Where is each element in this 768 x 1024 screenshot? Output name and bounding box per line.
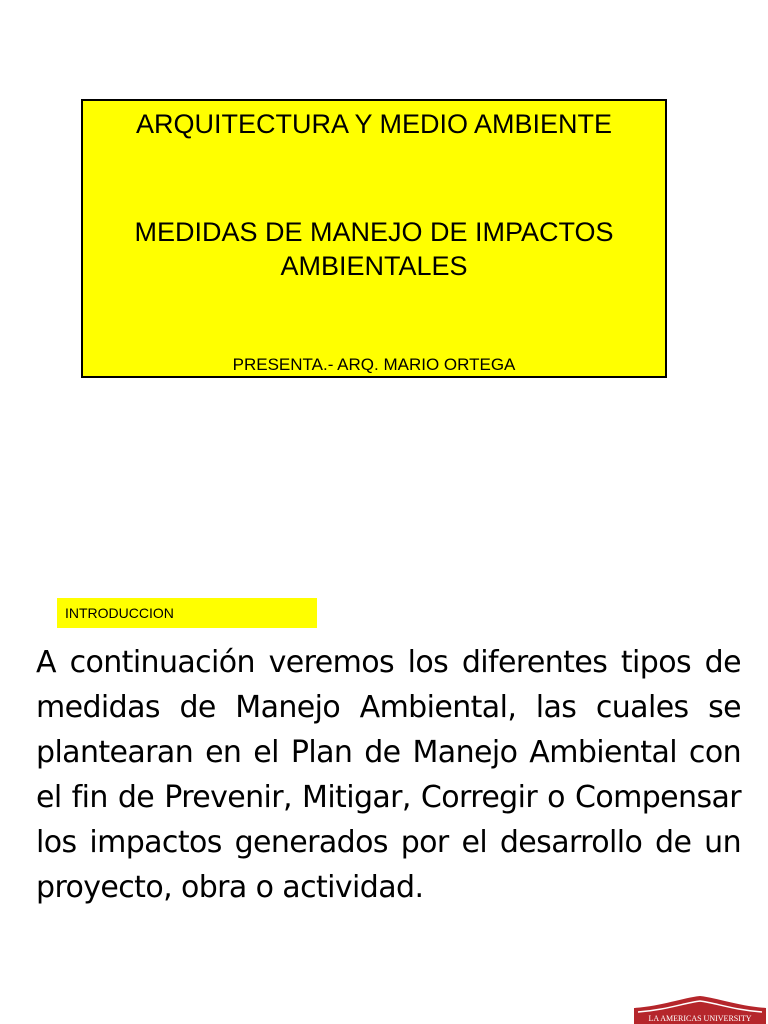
title-box bbox=[81, 99, 667, 378]
topic-title-line-2: AMBIENTALES bbox=[280, 251, 468, 281]
presenter-line: PRESENTA.- ARQ. MARIO ORTEGA bbox=[232, 355, 516, 374]
topic-title bbox=[83, 215, 665, 283]
course-title: ARQUITECTURA Y MEDIO AMBIENTE bbox=[135, 109, 613, 139]
university-logo-icon bbox=[632, 994, 768, 1024]
intro-paragraph: A continuación veremos los diferentes tipos de medidas de Manejo Ambiental, las cuales se plantearan en el Plan de Manejo Ambiental con el fin de Prevenir, Mitigar, Corregir o Compensar los impactos generados por el desarrollo de un proyecto, obra o actividad. bbox=[36, 645, 741, 905]
logo-text: LA AMERICAS UNIVERSITY bbox=[648, 1014, 752, 1023]
intro-label: INTRODUCCION bbox=[57, 598, 317, 628]
topic-title-line-1: MEDIDAS DE MANEJO DE IMPACTOS bbox=[134, 217, 614, 247]
